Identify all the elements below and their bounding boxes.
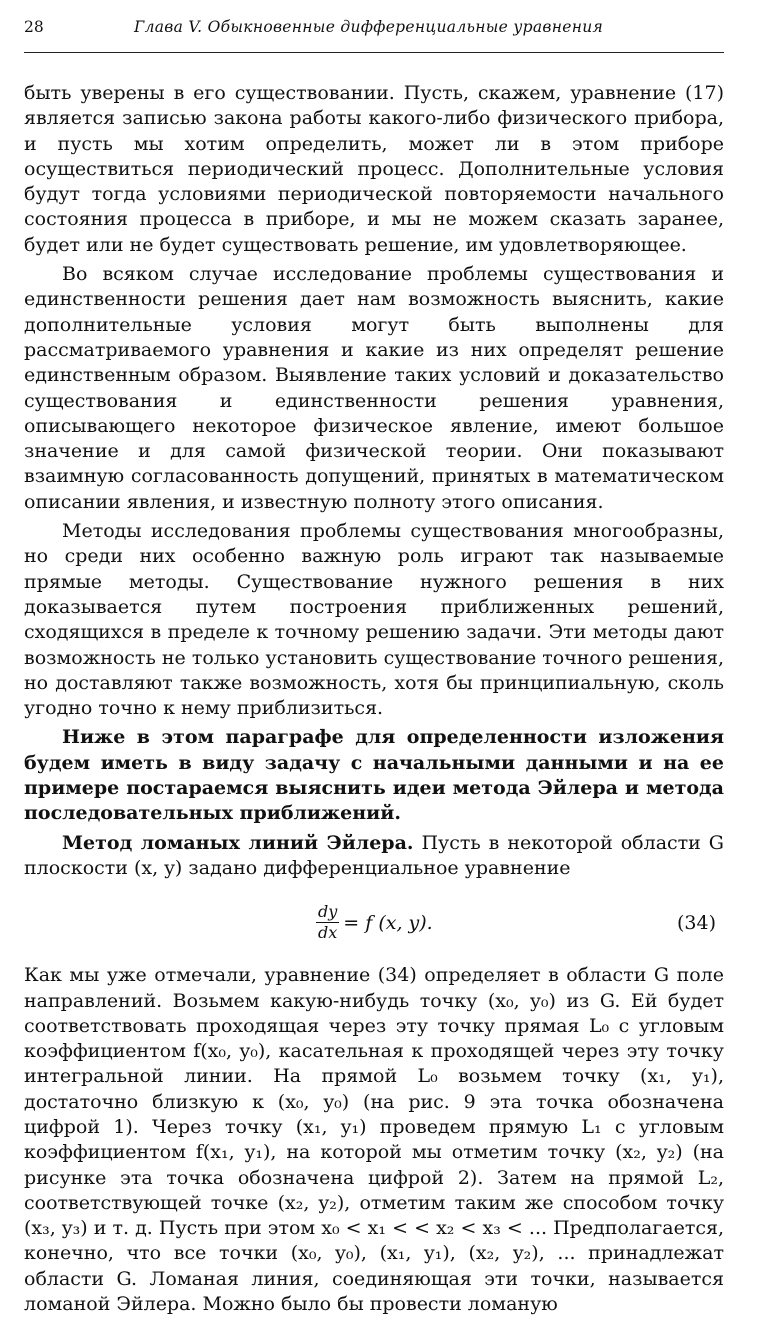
paragraph-5-text: Пусть в некоторой области G плоскости (x, y) задано дифференциальное уравнение — [24, 831, 724, 879]
fraction-numerator: dy — [318, 902, 338, 922]
page-number: 28 — [24, 18, 44, 36]
equation-number: (34) — [676, 912, 716, 935]
paragraph-1: быть уверены в его существовании. Пусть, скажем, уравнение (17) является записью закона работы какого-либо физического прибора, и пусть мы хотим определить, может ли в этом приборе осуществиться периодический процесс. Дополнительные условия будут тогда условиями периодической повторяемости начального состояния процесса в приборе, и мы не можем сказать заранее, будет или не будет существовать решение, им удовлетворяющее. — [24, 82, 724, 256]
equation-34 — [24, 895, 724, 953]
equation-rhs: = f (x, y). — [343, 911, 433, 934]
running-head — [24, 18, 724, 53]
paragraph-5 — [24, 831, 724, 882]
paragraph-3: Методы исследования проблемы существования многообразны, но среди них особенно важную роль играют так называемые прямые методы. Существование нужного решения в них доказывается путем построения приближенных решений, сходящихся в пределе к точному решению задачи. Эти методы дают возможность не только установить существование точного решения, но доставляют также возможность, хотя бы принципиальную, сколь угодно точно к нему приблизиться. — [24, 520, 724, 720]
body-text — [24, 81, 724, 1317]
derivative-fraction — [316, 903, 339, 942]
paragraph-2: Во всяком случае исследование проблемы существования и единственности решения дает нам возможность выяснить, какие дополнительные условия могут быть выполнены для рассматриваемого уравнения и какие из них определят решение единственным образом. Выявление таких условий и доказательство существования и единственности решения уравнения, описывающего некоторое физическое явление, имеют большое значение и для самой физической теории. Они показывают взаимную согласованность допущений, принятых в математическом описании явления, и известную полноту этого описания. — [24, 263, 724, 513]
running-title: Глава V. Обыкновенные дифференциальные уравнения — [134, 18, 604, 36]
section-heading-euler: Метод ломаных линий Эйлера. — [62, 831, 414, 854]
equation-formula — [316, 903, 433, 942]
paragraph-4: Ниже в этом параграфе для определенности изложения будем иметь в виду задачу с начальными данными и на ее примере постараемся выяснить идеи метода Эйлера и метода последовательных приближений. — [24, 726, 724, 825]
fraction-denominator: dx — [318, 923, 338, 943]
paragraph-6: Как мы уже отмечали, уравнение (34) определяет в области G поле направлений. Возьмем какую-нибудь точку (x₀, y₀) из G. Ей будет соответствовать проходящая через эту точку прямая L₀ с угловым коэффициентом f(x₀, y₀), касательная к проходящей через эту точку интегральной линии. На прямой L₀ возьмем точку (x₁, y₁), достаточно близкую к (x₀, y₀) (на рис. 9 эта точка обозначена цифрой 1). Через точку (x₁, y₁) проведем прямую L₁ с угловым коэффициентом f(x₁, y₁), на которой мы отметим точку (x₂, y₂) (на рисунке эта точка обозначена цифрой 2). Затем на прямой L₂, соответствующей точке (x₂, y₂), отметим таким же способом точку (x₃, y₃) и т. д. Пусть при этом x₀ < x₁ < < x₂ < x₃ < ... Предполагается, конечно, что все точки (x₀, y₀), (x₁, y₁), (x₂, y₂), ... принадлежат области G. Ломаная линия, соединяющая эти точки, называется ломаной Эйлера. Можно было бы провести ломаную — [24, 964, 724, 1316]
